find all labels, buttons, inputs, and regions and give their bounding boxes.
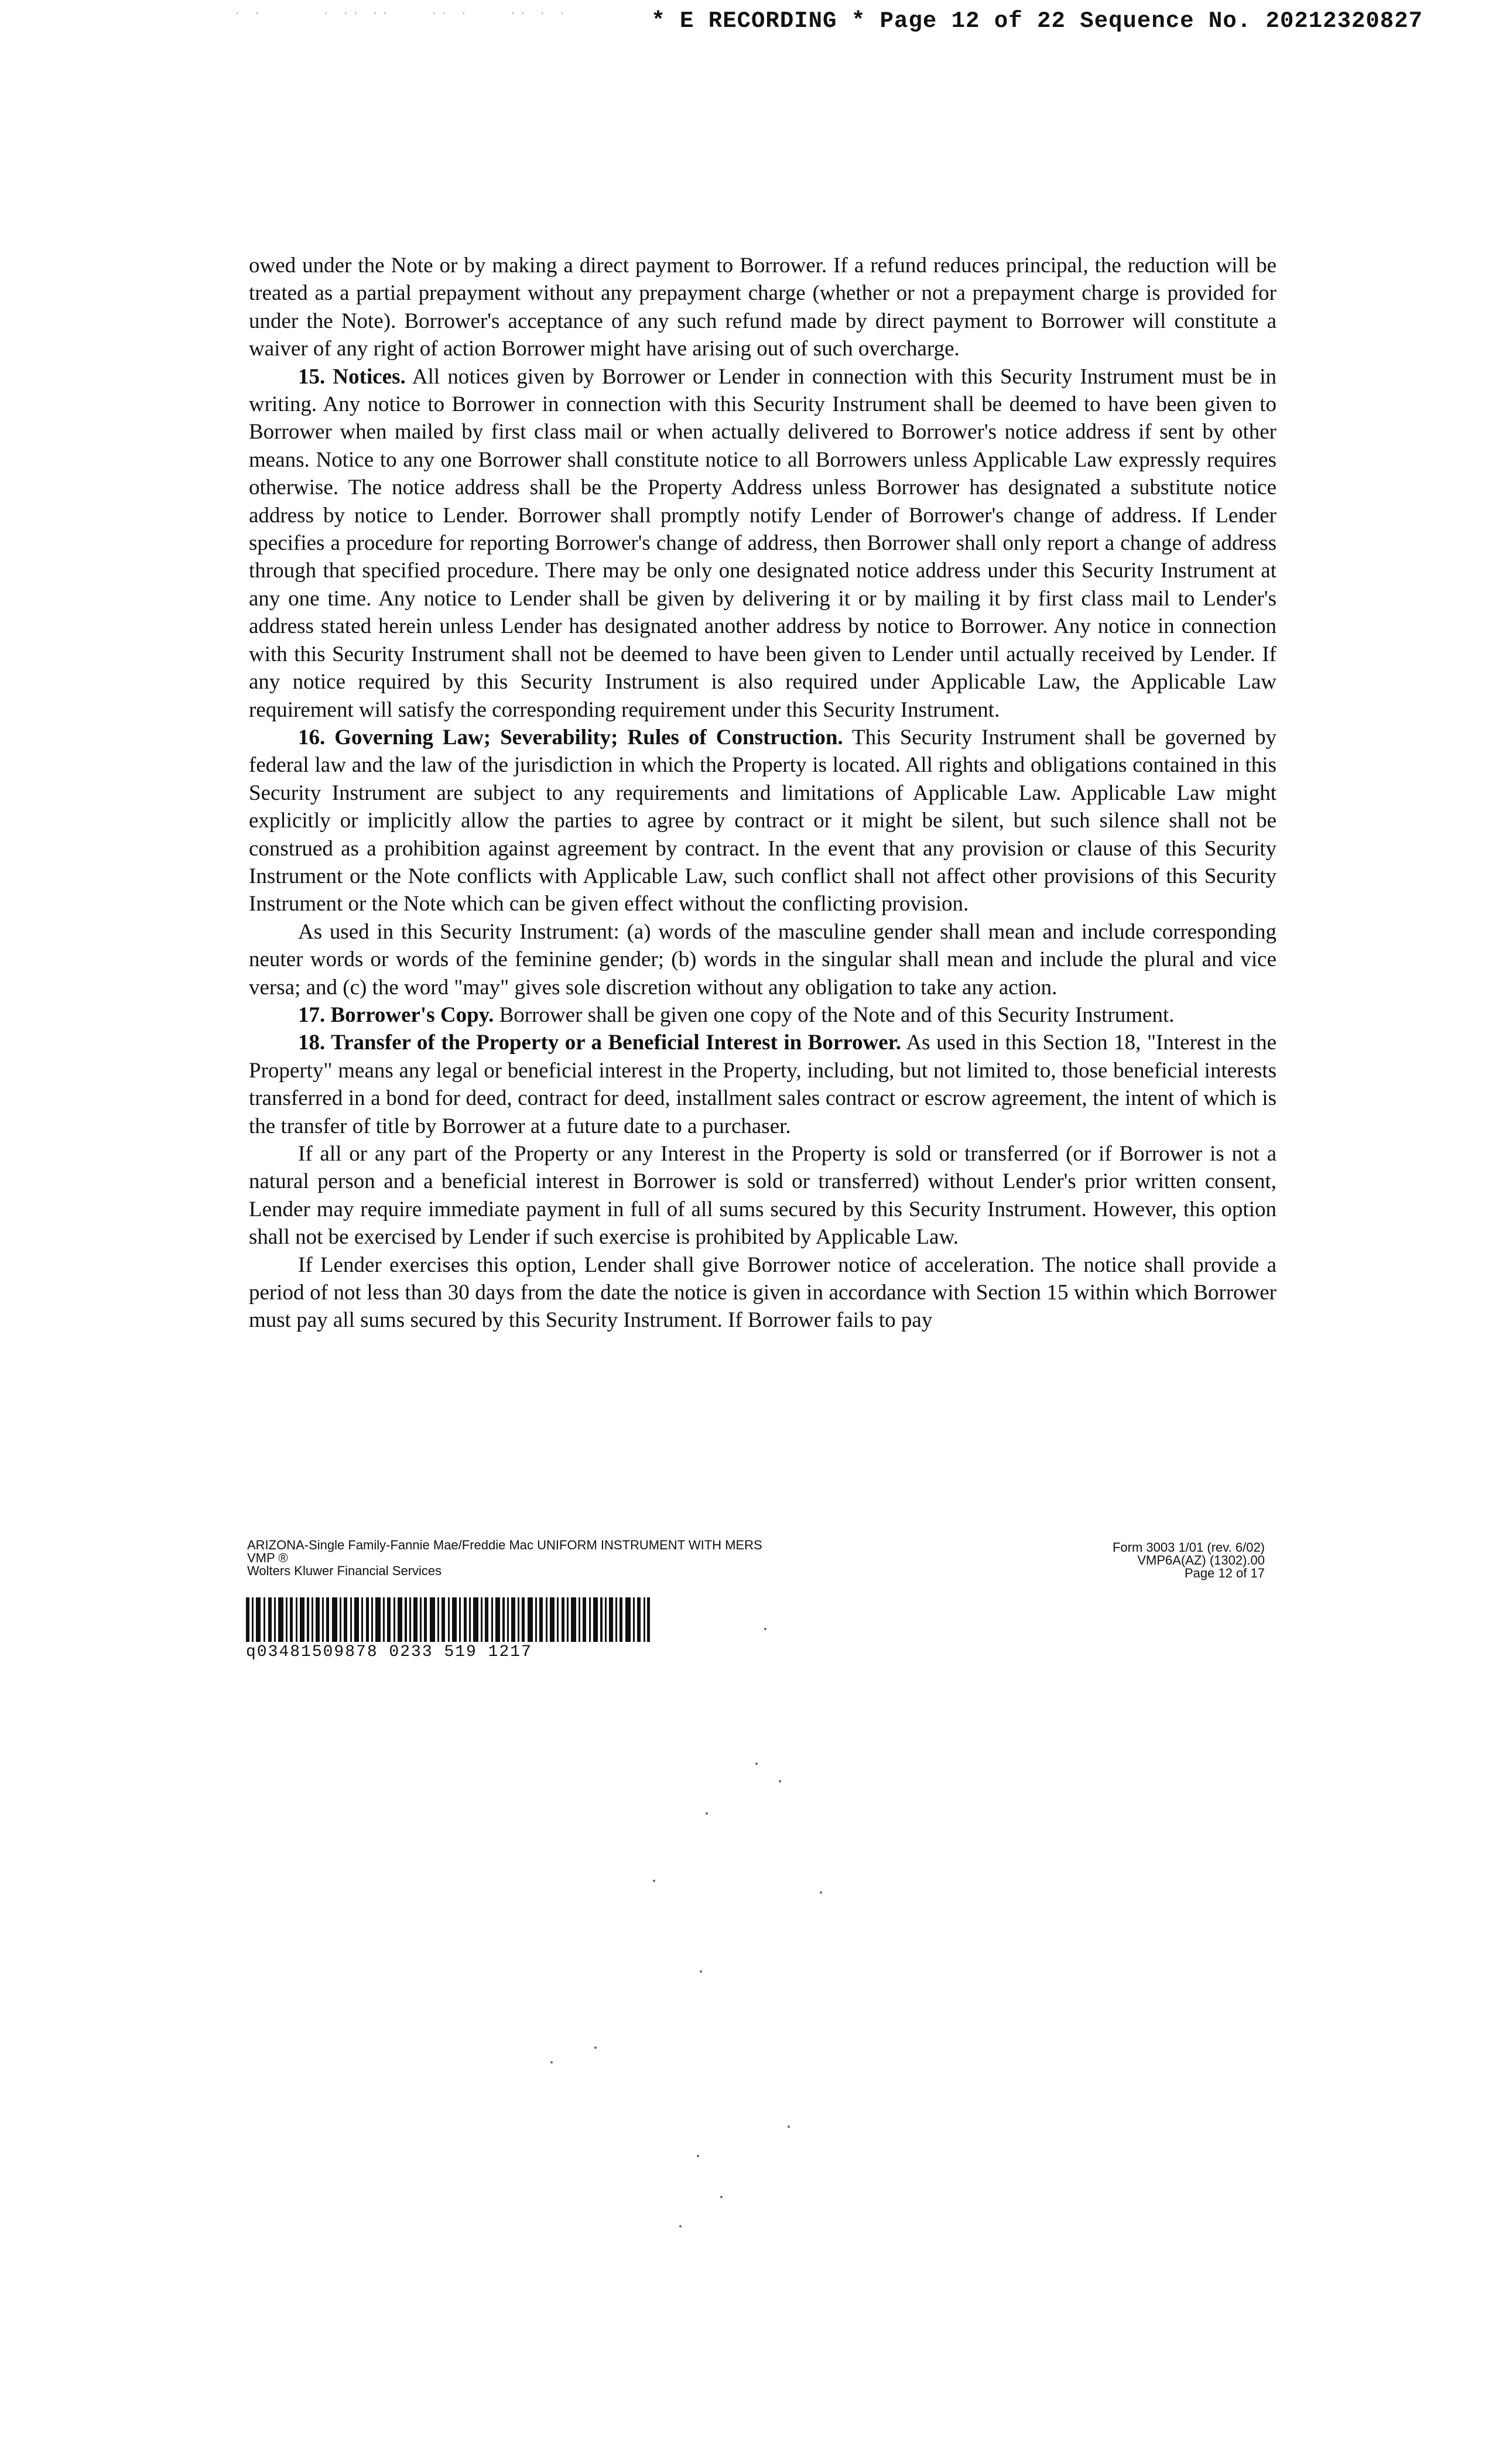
section-17-text: Borrower shall be given one copy of the Note and of this Security Instrument. — [499, 1002, 1175, 1027]
recording-header: * E RECORDING * Page 12 of 22 Sequence No. 20212320827 — [651, 8, 1423, 34]
section-17-heading: 17. Borrower's Copy. — [298, 1002, 494, 1027]
section-16-paragraph-2: As used in this Security Instrument: (a) words of the masculine gender shall mean and include corresponding neuter words or words of the feminine gender; (b) words in the singular shall mean and include the plural and vice versa; and (c) the word "may" gives sole discretion without any obligation to take any action. — [249, 919, 1276, 1000]
section-15-text: All notices given by Borrower or Lender in connection with this Security Instrument must be in writing. Any notice to Borrower in connection with this Security Instrument shall be deemed to have been given to Borrower when mailed by first class mail or when actually delivered to Borrower's notice address if sent by other means. Notice to any one Borrower shall constitute notice to all Borrowers unless Applicable Law expressly requires otherwise. The notice address shall be the Property Address unless Borrower has designated a substitute notice address by notice to Lender. Borrower shall promptly notify Lender of Borrower's change of address. If Lender specifies a procedure for reporting Borrower's change of address, then Borrower shall only report a change of address through that specified procedure. There may be only one designated notice address under this Security Instrument at any one time. Any notice to Lender shall be given by delivering it or by mailing it by first class mail to Lender's address stated herein unless Lender has designated another address by notice to Borrower. Any notice in connection with this Security Instrument shall not be deemed to have been given to Lender until actually received by Lender. If any notice required by this Security Instrument is also required under Applicable Law, the Applicable Law requirement will satisfy the corresponding requirement under this Security Instrument. — [249, 364, 1276, 722]
section-16-heading: 16. Governing Law; Severability; Rules of Construction. — [298, 725, 843, 750]
barcode-icon — [246, 1597, 650, 1642]
form-footer-left — [247, 1539, 762, 1577]
section-18-heading: 18. Transfer of the Property or a Beneficial Interest in Borrower. — [298, 1031, 901, 1055]
form-publisher: Wolters Kluwer Financial Services — [247, 1563, 442, 1578]
section-18 — [249, 1029, 1276, 1140]
paragraph-overcharge: owed under the Note or by making a direct payment to Borrower. If a refund reduces principal, the reduction will be treated as a partial prepayment without any prepayment charge (whether or not a prepayment charge is provided for under the Note). Borrower's acceptance of any such refund made by direct payment to Borrower will constitute a waiver of any right of action Borrower might have arising out of such overcharge. — [249, 254, 1276, 361]
form-footer-right — [1113, 1541, 1265, 1580]
section-15-heading: 15. Notices. — [298, 364, 406, 389]
document-body — [249, 252, 1276, 1334]
section-18-text: As used in this Section 18, "Interest in the Property" means any legal or beneficial interest in the Property, including, but not limited to, those beneficial interests transferred in a bond for deed, contract for deed, installment sales contract or escrow agreement, the intent of which is the transfer of title by Borrower at a future date to a purchaser. — [249, 1031, 1276, 1138]
form-vendor: VMP ® — [247, 1551, 288, 1565]
form-page-number: Page 12 of 17 — [1184, 1566, 1265, 1580]
section-16-text: This Security Instrument shall be governed by federal law and the law of the jurisdiction in which the Property is located. All rights and obligations contained in this Security Instrument are subject to any requirements and limitations of Applicable Law. Applicable Law might explicitly or implicitly allow the parties to agree by contract or it might be silent, but such silence shall not be construed as a prohibition against agreement by contract. In the event that any provision or clause of this Security Instrument or the Note conflicts with Applicable Law, such conflict shall not affect other provisions of this Security Instrument or the Note which can be given effect without the conflicting provision. — [249, 725, 1276, 916]
form-title: ARIZONA-Single Family-Fannie Mae/Freddie Mac UNIFORM INSTRUMENT WITH MERS — [247, 1538, 762, 1552]
scan-noise: . . . .. .. .. . .. . . — [234, 6, 569, 18]
section-17 — [249, 1001, 1276, 1029]
form-code: VMP6A(AZ) (1302).00 — [1137, 1553, 1265, 1568]
section-18-paragraph-2: If all or any part of the Property or any Interest in the Property is sold or transferred (or if Borrower is not a natural person and a beneficial interest in Borrower is sold or transferred) without Lender's prior written consent, Lender may require immediate payment in full of all sums secured by this Security Instrument. However, this option shall not be exercised by Lender if such exercise is prohibited by Applicable Law. — [249, 1142, 1276, 1250]
section-18-paragraph-3: If Lender exercises this option, Lender shall give Borrower notice of acceleration. The notice shall provide a period of not less than 30 days from the date the notice is given in accordance with Section 15 within which Borrower must pay all sums secured by this Security Instrument. If Borrower fails to pay — [249, 1252, 1276, 1333]
section-16 — [249, 724, 1276, 918]
section-15 — [249, 363, 1276, 724]
form-number: Form 3003 1/01 (rev. 6/02) — [1112, 1540, 1265, 1555]
barcode-number: q03481509878 0233 519 1217 — [246, 1643, 532, 1661]
